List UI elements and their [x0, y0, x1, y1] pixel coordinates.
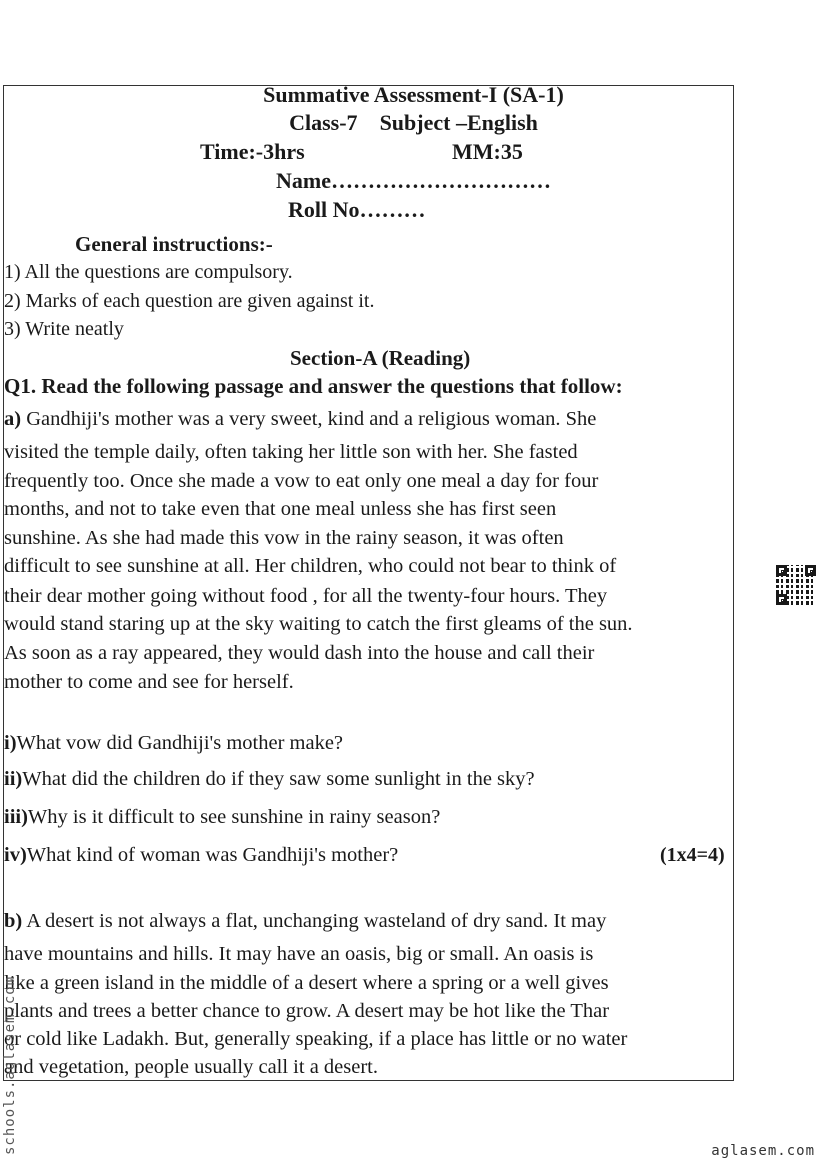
roll-field: Roll No………: [288, 197, 426, 222]
subject-label: Subject –English: [379, 110, 538, 135]
instruction-item: 1) All the questions are compulsory.: [4, 261, 293, 283]
passage-a-line: a) Gandhiji's mother was a very sweet, kind and a religious woman. She: [4, 408, 597, 430]
passage-a-line: their dear mother going without food , for all the twenty-four hours. They: [4, 585, 608, 607]
passage-b-line: b) A desert is not always a flat, unchanging wasteland of dry sand. It may: [4, 910, 607, 932]
qr-code-icon: [776, 565, 816, 605]
question-item: i)What vow did Gandhiji's mother make?: [4, 732, 344, 754]
time-label: Time:-3hrs: [200, 139, 305, 164]
marks-label: (1x4=4): [660, 844, 725, 866]
passage-b-line: have mountains and hills. It may have an oasis, big or small. An oasis is: [4, 943, 594, 965]
instruction-item: 3) Write neatly: [4, 318, 124, 340]
instructions-heading: General instructions:-: [75, 232, 273, 256]
passage-a-line: As soon as a ray appeared, they would dash into the house and call their: [4, 642, 595, 664]
passage-a-line: mother to come and see for herself.: [4, 671, 294, 693]
passage-b-line: like a green island in the middle of a desert where a spring or a well gives: [4, 972, 609, 994]
exam-title: Summative Assessment-I (SA-1): [263, 82, 564, 107]
side-watermark: schools.aglasem.com: [2, 975, 18, 1155]
passage-a-label: a): [4, 408, 22, 430]
passage-b-label: b): [4, 910, 23, 932]
section-title: Section-A (Reading): [290, 346, 471, 370]
class-label: Class-7: [289, 110, 358, 135]
question-item: iv)What kind of woman was Gandhiji's mother?: [4, 844, 399, 866]
passage-b-line: or cold like Ladakh. But, generally speaking, if a place has little or no water: [4, 1028, 628, 1050]
passage-a-line: sunshine. As she had made this vow in the rainy season, it was often: [4, 527, 564, 549]
question-item: ii)What did the children do if they saw some sunlight in the sky?: [4, 768, 535, 790]
passage-a-line: difficult to see sunshine at all. Her children, who could not bear to think of: [4, 555, 617, 577]
passage-b-line: and vegetation, people usually call it a desert.: [4, 1056, 378, 1078]
name-field: Name…………………………: [276, 168, 551, 193]
footer-watermark: aglasem.com: [711, 1143, 815, 1159]
passage-a-line: would stand staring up at the sky waiting to catch the first gleams of the sun.: [4, 613, 633, 635]
instruction-item: 2) Marks of each question are given against it.: [4, 290, 375, 312]
class-subject-line: [0, 110, 827, 136]
question-item: iii)Why is it difficult to see sunshine in rainy season?: [4, 806, 441, 828]
passage-a-line: frequently too. Once she made a vow to eat only one meal a day for four: [4, 470, 599, 492]
q1-prompt: Q1. Read the following passage and answer the questions that follow:: [4, 374, 623, 398]
passage-a-line: visited the temple daily, often taking her little son with her. She fasted: [4, 441, 578, 463]
max-marks-label: MM:35: [452, 139, 523, 164]
passage-b-line: plants and trees a better chance to grow. A desert may be hot like the Thar: [4, 1000, 610, 1022]
passage-a-line: months, and not to take even that one meal unless she has first seen: [4, 498, 557, 520]
